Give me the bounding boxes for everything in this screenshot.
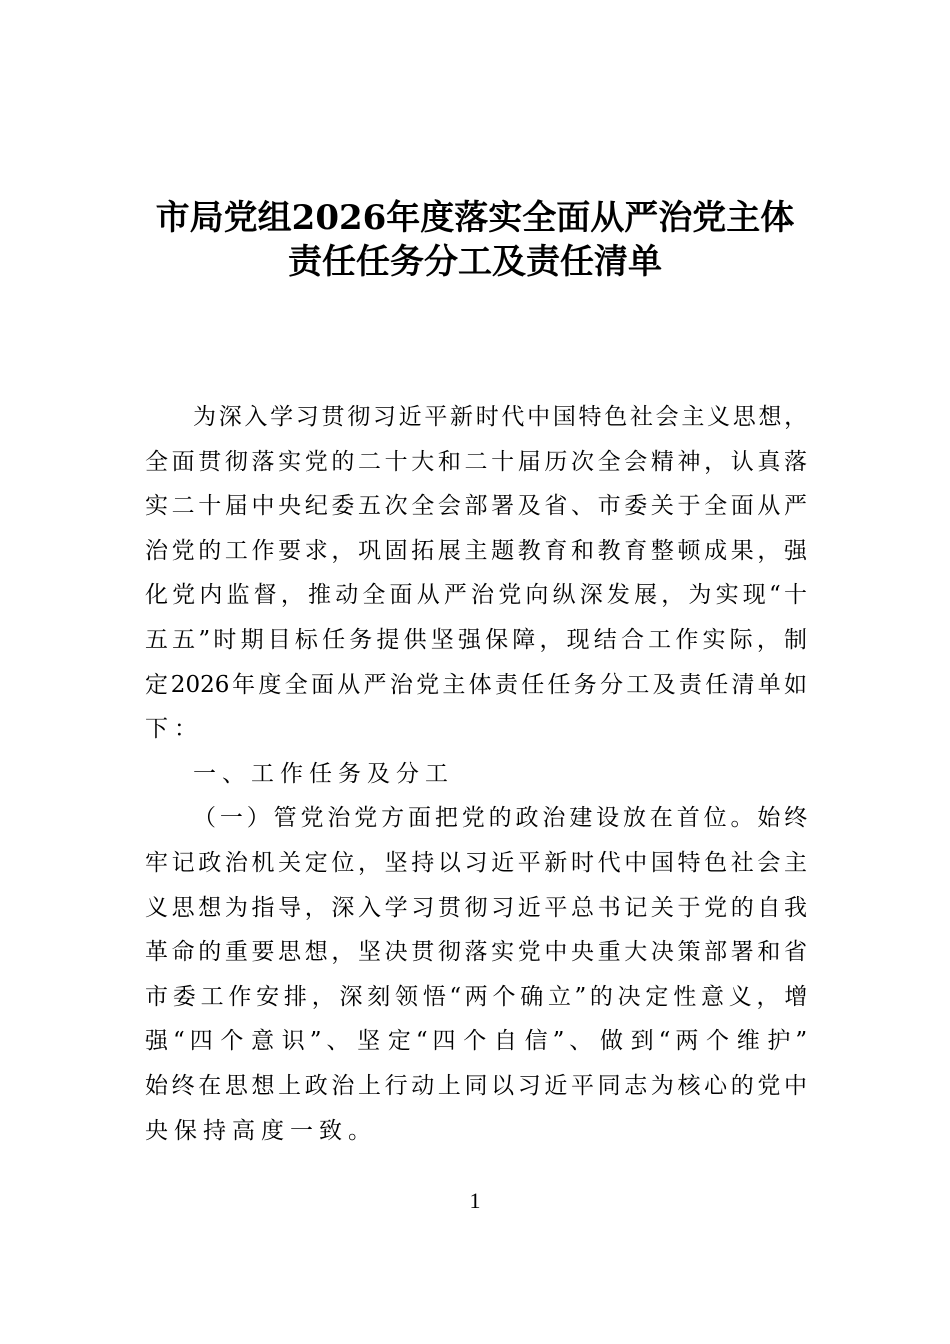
paragraph-line: 始 终 在 思 想 上 政 治 上 行 动 上 同 以 习 近 平 同 志 为 核 心 的 党 中 xyxy=(145,1072,807,1099)
paragraph-line: 央保持高度一致。 xyxy=(145,1117,377,1144)
page-number: 1 xyxy=(469,1188,481,1213)
paragraph-line: 市 委 工 作 安 排 ， 深 刻 领 悟 “ 两 个 确 立 ” 的 决 定 性 意 义 ， 增 xyxy=(145,983,807,1010)
paragraph-line: 为 深 入 学 习 贯 彻 习 近 平 新 时 代 中 国 特 色 社 会 主 义 思 想 ， xyxy=(193,404,807,430)
intro-paragraph xyxy=(145,395,807,752)
paragraph-line: 治 党 的 工 作 要 求 ， 巩 固 拓 展 主 题 教 育 和 教 育 整 顿 成 果 ， 强 xyxy=(145,537,807,564)
paragraph-line: 革 命 的 重 要 思 想 ， 坚 决 贯 彻 落 实 党 中 央 重 大 决 策 部 署 和 省 xyxy=(145,939,807,966)
paragraph-line: 定 2026 年 度 全 面 从 严 治 党 主 体 责 任 任 务 分 工 及 责 任 清 单 如 xyxy=(145,671,807,698)
paragraph-line: 义 思 想 为 指 导 ， 深 入 学 习 贯 彻 习 近 平 总 书 记 关 于 党 的 自 我 xyxy=(145,894,807,921)
paragraph-line: 下： xyxy=(145,716,203,743)
paragraph-line: 化 党 内 监 督 ， 推 动 全 面 从 严 治 党 向 纵 深 发 展 ， 为 实 现 “ 十 xyxy=(145,582,807,609)
item-paragraph xyxy=(145,796,807,1153)
paragraph-line: 全 面 贯 彻 落 实 党 的 二 十 大 和 二 十 届 历 次 全 会 精 神 ， 认 真 落 xyxy=(145,448,807,475)
section-heading: 一、工作任务及分工 xyxy=(193,760,454,787)
paragraph-line: 实 二 十 届 中 央 纪 委 五 次 全 会 部 署 及 省 、 市 委 关 于 全 面 从 严 xyxy=(145,493,807,520)
document-title-line-1: 市局党组2026年度落实全面从严治党主体 xyxy=(155,198,795,238)
paragraph-line: 强 “ 四 个 意 识 ” 、 坚 定 “ 四 个 自 信 ” 、 做 到 “ 两 个 维 护 ” xyxy=(145,1028,807,1055)
paragraph-line: 牢 记 政 治 机 关 定 位 ， 坚 持 以 习 近 平 新 时 代 中 国 特 色 社 会 主 xyxy=(145,849,807,876)
paragraph-line: （ 一 ） 管 党 治 党 方 面 把 党 的 政 治 建 设 放 在 首 位 。 始 终 xyxy=(193,805,807,832)
document-body xyxy=(145,395,807,1153)
document-title-line-2: 责任任务分工及责任清单 xyxy=(288,242,662,282)
paragraph-line: 五 五 ” 时 期 目 标 任 务 提 供 坚 强 保 障 ， 现 结 合 工 作 实 际 ， 制 xyxy=(145,626,807,653)
